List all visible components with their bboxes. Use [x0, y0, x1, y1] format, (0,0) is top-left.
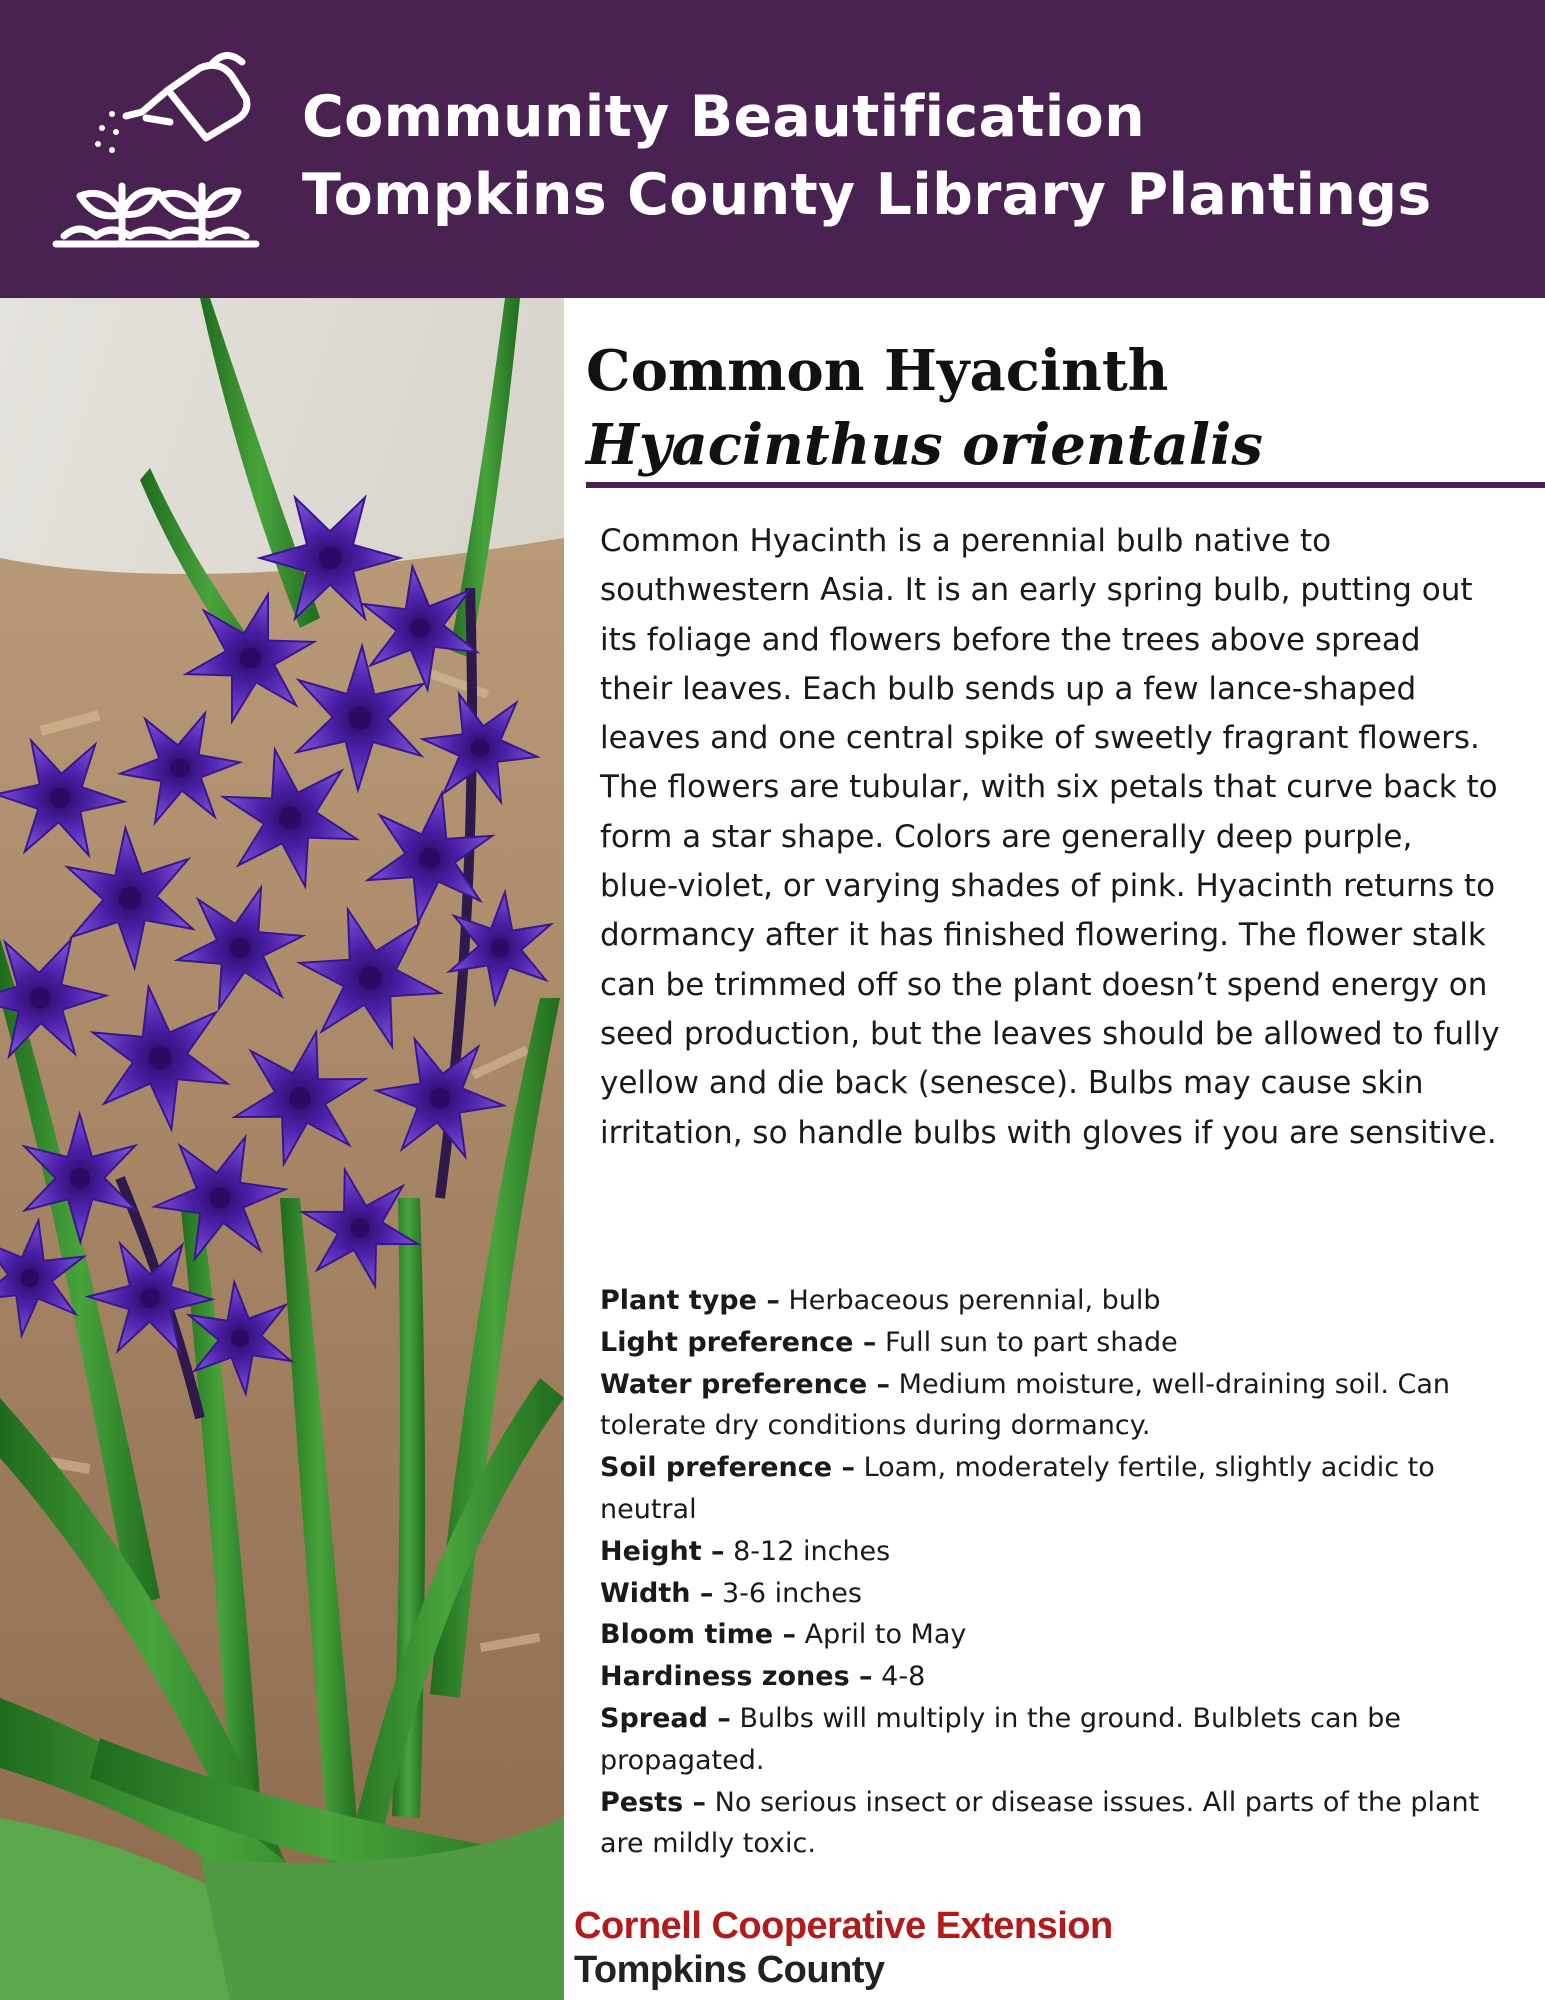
fact-label: Plant type – [600, 1285, 780, 1316]
floret-center [148, 1046, 171, 1069]
floret-center [209, 1187, 230, 1208]
fact-water-preference [600, 1364, 1520, 1448]
fact-value: Bulbs will multiply in the ground. Bulblets can be propagated. [600, 1702, 1401, 1776]
floret-center [430, 1088, 450, 1108]
fact-value: Medium moisture, well-draining soil. Can tolerate dry conditions during dormancy. [600, 1368, 1451, 1442]
fact-value: Full sun to part shade [885, 1326, 1178, 1358]
fact-label: Pests – [600, 1786, 707, 1818]
watering-can-seedlings-icon [50, 46, 260, 256]
floret-center [289, 1087, 311, 1109]
floret-center [230, 938, 250, 958]
fact-plant-type [600, 1280, 1520, 1322]
fact-spread [600, 1698, 1520, 1782]
cornell-extension-logo [574, 1904, 1113, 1992]
fact-value: Herbaceous perennial, bulb [788, 1285, 1161, 1316]
floret-center [471, 739, 490, 758]
fact-light-preference [600, 1322, 1520, 1364]
plant-facts-list [600, 1280, 1520, 1865]
fact-label: Height – [600, 1535, 725, 1567]
plant-name-heading [586, 334, 1263, 482]
floret-center [348, 706, 371, 729]
floret-center [231, 1329, 249, 1347]
fact-label: Spread – [600, 1702, 731, 1734]
plant-description: Common Hyacinth is a perennial bulb native to southwestern Asia. It is an early spring bulb, putting out its foliage and flowers before the trees above spread their leaves. Each bulb sends up a few lance-shaped leaves and one central spike of sweetly fragrant flowers. The flowers are tubular, with six petals that curve back to form a star shape. Colors are generally deep purple, blue-violet, or varying shades of pink. Hyacinth returns to dormancy after it has finished flowering. The flower stalk can be trimmed off so the plant doesn’t spend energy on seed production, but the leaves should be allowed to fully yellow and die back (senesce). Bulbs may cause skin irritation, so handle bulbs with gloves if you are sensitive. [600, 523, 1500, 1151]
fact-value: No serious insect or disease issues. All parts of the plant are mildly toxic. [600, 1786, 1480, 1860]
floret-center [50, 788, 70, 808]
header-banner [0, 0, 1545, 298]
floret-center [279, 807, 301, 829]
fact-value: Loam, moderately fertile, slightly acidic to neutral [600, 1452, 1435, 1525]
floret-center [119, 887, 141, 909]
fact-height [600, 1531, 1520, 1573]
fact-value: April to May [804, 1619, 967, 1651]
floret-center [29, 987, 50, 1008]
floret-center [70, 1168, 90, 1188]
header-title-line2: Tompkins County Library Plantings [302, 162, 1432, 228]
floret-center [358, 966, 381, 989]
fact-value: 8-12 inches [733, 1535, 891, 1567]
fact-label: Water preference – [600, 1368, 891, 1400]
fact-hardiness-zones [600, 1656, 1520, 1698]
floret-center [419, 847, 440, 868]
fact-soil-preference [600, 1447, 1520, 1531]
floret-center [319, 547, 341, 569]
floret-center [410, 618, 430, 638]
floret-center [491, 939, 509, 957]
fact-value: 4-8 [881, 1661, 926, 1693]
header-title [302, 78, 1432, 234]
fact-width [600, 1573, 1520, 1615]
fact-bloom-time [600, 1614, 1520, 1656]
logo-line1: Cornell Cooperative Extension [574, 1905, 1113, 1947]
fact-label: Bloom time – [600, 1619, 796, 1651]
floret-center [239, 647, 260, 668]
fact-label: Soil preference – [600, 1452, 855, 1484]
floret-center [170, 758, 189, 777]
logo-line2: Tompkins County [574, 1949, 885, 1991]
fact-label: Width – [600, 1577, 714, 1609]
fact-pests [600, 1782, 1520, 1866]
common-name: Common Hyacinth [586, 338, 1169, 404]
fact-label: Light preference – [600, 1326, 877, 1358]
fact-label: Hardiness zones – [600, 1661, 873, 1693]
floret-center [350, 1218, 369, 1237]
floret-center [21, 1269, 40, 1288]
fact-value: 3-6 inches [722, 1577, 862, 1609]
header-title-line1: Community Beautification [302, 84, 1145, 150]
floret-center [140, 1288, 160, 1308]
purple-hyacinth-photo [0, 298, 564, 2000]
scientific-name: Hyacinthus orientalis [586, 412, 1263, 478]
title-divider [586, 482, 1545, 488]
